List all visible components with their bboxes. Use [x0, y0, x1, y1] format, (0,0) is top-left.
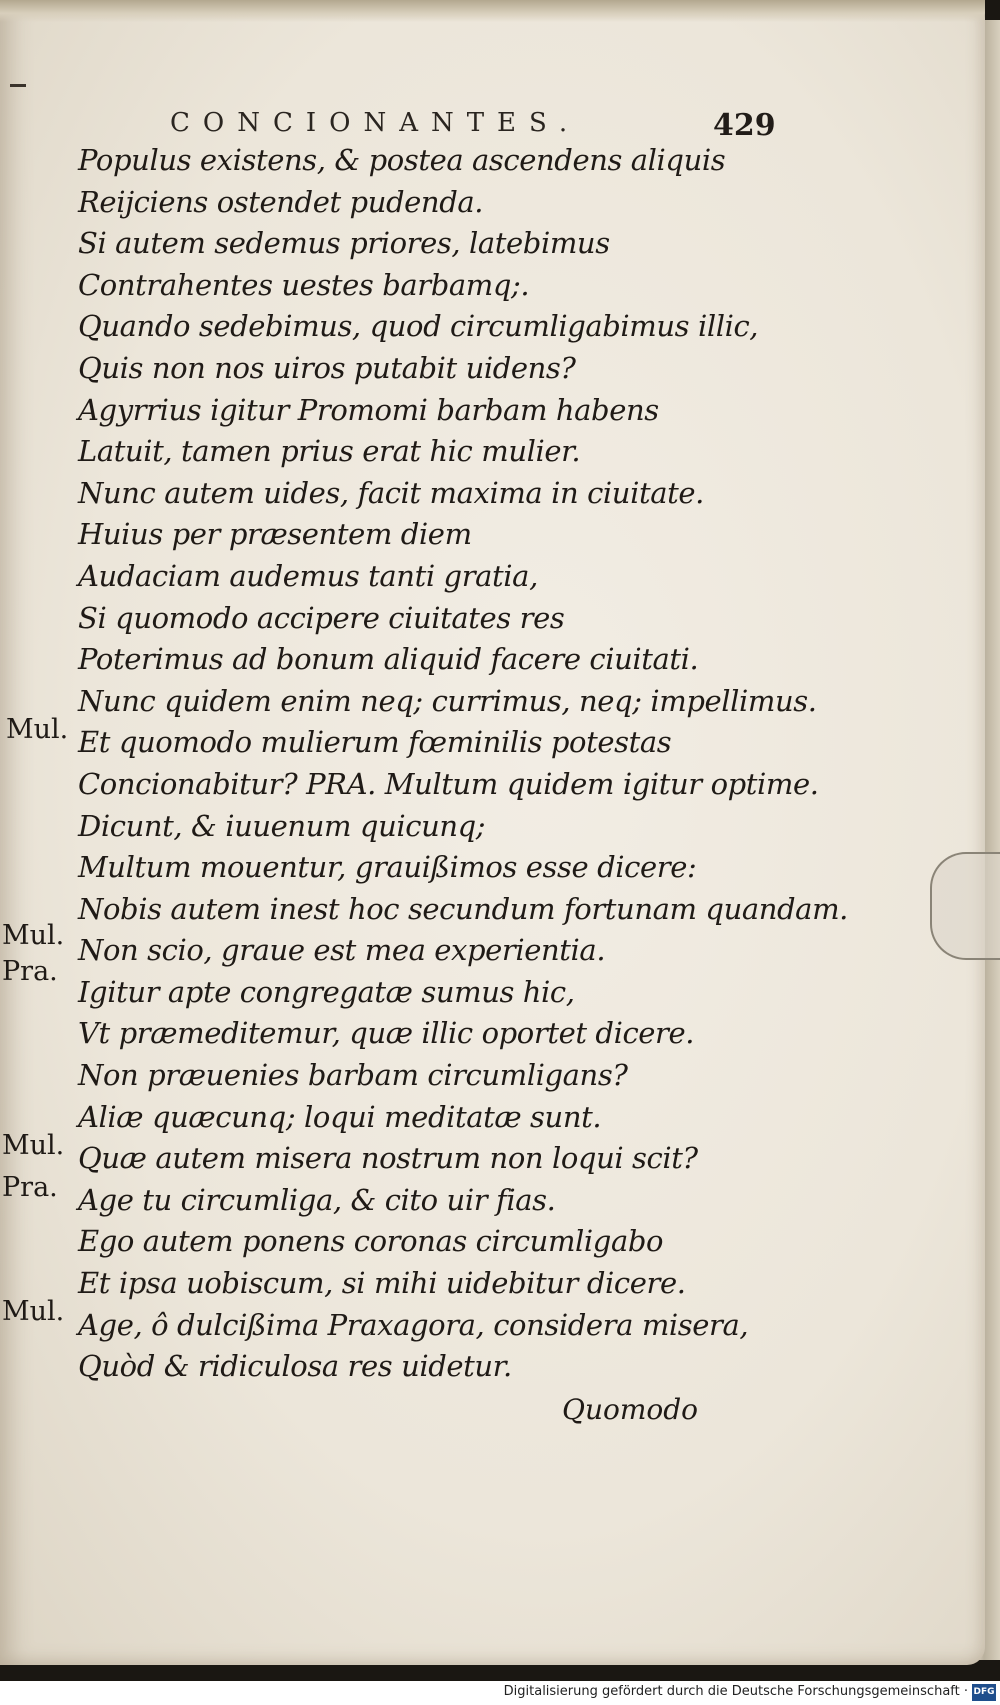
page-clip [930, 852, 1000, 960]
speaker-label: Mul. [2, 1296, 65, 1327]
verse-line: Multum mouentur, grauißimos esse dicere: [78, 850, 697, 885]
verse-line: Nunc autem uides, facit maxima in ciuitate. [78, 475, 704, 510]
speaker-label: Mul. [2, 920, 65, 951]
funding-credit: Digitalisierung gefördert durch die Deutsche Forschungsgemeinschaft · [503, 1684, 968, 1699]
verse-line: Concionabitur? PRA. Multum quidem igitur optime. [78, 766, 819, 801]
verse-line: Vt præmeditemur, quæ illic oportet dicere. [78, 1016, 695, 1051]
verse-line: Agyrrius igitur Promomi barbam habens [78, 392, 659, 427]
verse-line: Quando sedebimus, quod circumligabimus illic, [78, 309, 759, 344]
verse-line: Poterimus ad bonum aliquid facere ciuitati. [78, 642, 699, 677]
verse-line: Si autem sedemus priores, latebimus [78, 226, 610, 261]
verse-line: Contrahentes uestes barbamq;. [78, 267, 530, 302]
verse-line: Quòd & ridiculosa res uidetur. [78, 1349, 512, 1384]
speaker-label: Pra. [2, 956, 58, 987]
page-number: 429 [713, 108, 776, 143]
verse-line: Et ipsa uobiscum, si mihi uidebitur dicere. [78, 1266, 686, 1301]
footer-bar [0, 1681, 1000, 1705]
verse-line: Si quomodo accipere ciuitates res [78, 600, 565, 635]
verse-line: Igitur apte congregatæ sumus hic, [78, 974, 575, 1009]
verse-line: Huius per præsentem diem [78, 517, 472, 552]
verse-line: Reijciens ostendet pudenda. [78, 184, 484, 219]
page-top-edge [0, 0, 985, 22]
verse-line: Quæ autem misera nostrum non loqui scit? [78, 1141, 698, 1176]
speaker-label: Mul. [6, 714, 69, 745]
dfg-logo-icon: DFG [972, 1684, 996, 1701]
verse-line: Aliæ quæcunq; loqui meditatæ sunt. [78, 1099, 602, 1134]
verse-line: Audaciam audemus tanti gratia, [78, 558, 538, 593]
verse-line: Age, ô dulcißima Praxagora, considera misera, [78, 1307, 749, 1342]
verse-line: Quis non nos uiros putabit uidens? [78, 350, 576, 385]
verse-line: Dicunt, & iuuenum quicunq; [78, 808, 486, 843]
speaker-label: Pra. [2, 1172, 58, 1203]
running-head: CONCIONANTES. [170, 108, 581, 138]
verse-line: Nunc quidem enim neq; currimus, neq; impellimus. [78, 683, 817, 718]
speaker-label: Mul. [2, 1130, 65, 1161]
verse-line: Et quomodo mulierum fœminilis potestas [78, 725, 672, 760]
verse-line: Populus existens, & postea ascendens aliquis [78, 143, 726, 177]
verse-line: Non scio, graue est mea experientia. [78, 933, 606, 968]
verse-line: Ego autem ponens coronas circumligabo [78, 1224, 664, 1259]
verse-text [78, 140, 848, 1388]
verse-line: Nobis autem inest hoc secundum fortunam quandam. [78, 891, 848, 926]
catchword: Quomodo [562, 1393, 699, 1426]
margin-mark [10, 84, 26, 87]
verse-line: Latuit, tamen prius erat hic mulier. [78, 434, 581, 469]
verse-line: Age tu circumliga, & cito uir fias. [78, 1182, 556, 1217]
verse-line: Non præuenies barbam circumligans? [78, 1058, 628, 1093]
